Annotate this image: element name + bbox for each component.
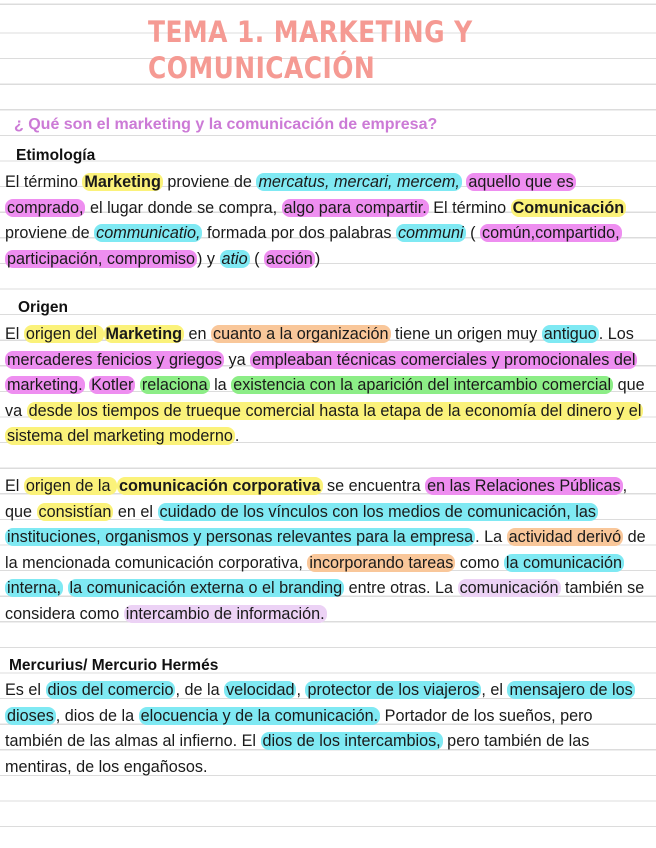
highlight-pink: empleaban técnicas comerciales y promocionales del marketing. [7, 350, 636, 395]
highlight-cyan: protector de los viajeros [307, 681, 480, 699]
text-run: proviene de [5, 224, 95, 243]
highlight-yellow: Comunicación [512, 198, 625, 217]
paragraph-origen-marketing [5, 322, 647, 450]
text-run: . La [475, 528, 507, 547]
highlight-yellow: origen de la [25, 477, 116, 495]
highlight-pink: común,compartido, participación, compromiso [7, 224, 620, 268]
text-run: entre otras. La [344, 579, 458, 598]
text-run: ) y [197, 249, 220, 268]
text-run: de la mencionada comunicación corporativa, [5, 528, 646, 572]
highlight-pink: mercaderes fenicios y griegos [7, 350, 223, 369]
text-run: proviene de [162, 173, 257, 191]
text-run: se encuentra [322, 477, 426, 495]
highlight-cyan: la comunicación externa o el branding [69, 579, 343, 598]
highlight-cyan: velocidad [226, 681, 295, 699]
highlight-cyan: cuidado de los vínculos con los medios de comunicación, las instituciones, organismos y personas relevantes para la empresa [7, 502, 596, 547]
highlight-orange: incorporando tareas [309, 553, 454, 572]
highlight-pink: algo para compartir. [283, 198, 427, 217]
highlight-orange: actividad derivó [508, 528, 622, 547]
text-run: formada por dos palabras [202, 224, 396, 243]
paragraph-etimologia [5, 170, 647, 272]
title-line-2: COMUNICACIÓN [148, 51, 376, 85]
highlight-yellow: comunicación corporativa [119, 477, 321, 495]
heading-etimologia: Etimología [16, 147, 96, 164]
highlight-pink: aquello que es comprado, [7, 173, 574, 217]
text-run: , dios de la [55, 706, 139, 725]
heading-mercurio: Mercurius/ Mercurio Hermés [9, 657, 219, 674]
text-run: la [209, 376, 232, 395]
highlight-cyan: atio [221, 249, 248, 268]
text-run: El término [428, 198, 511, 217]
text-run: El término [5, 173, 83, 191]
highlight-pink: en las Relaciones Públicas [427, 477, 621, 495]
highlight-cyan: dios de los intercambios, [262, 732, 441, 751]
text-run: El [5, 325, 24, 343]
highlight-yellow: Marketing [105, 325, 182, 343]
highlight-cyan: antiguo [543, 325, 597, 343]
text-run: ya [224, 350, 251, 369]
text-run: en el [113, 502, 158, 521]
paragraph-origen-comunicacion [5, 474, 647, 628]
highlight-pink: acción [266, 249, 313, 268]
text-run: , de la [175, 681, 225, 699]
text-run: ) [314, 249, 321, 268]
highlight-cyan: mensajero de los dioses [7, 681, 633, 725]
highlight-yellow: origen del [25, 325, 102, 343]
highlight-purple: comunicación [459, 579, 559, 598]
paragraph-mercurio [5, 678, 647, 780]
highlight-pink: Kotler [91, 376, 134, 395]
text-run: Es el [5, 681, 46, 699]
highlight-cyan: la comunicación interna, [7, 553, 622, 598]
highlight-cyan: elocuencia y de la comunicación. [140, 706, 379, 725]
highlight-cyan: dios del comercio [47, 681, 174, 699]
text-run: El [5, 477, 24, 495]
highlight-cyan: mercatus, mercari, mercem, [258, 173, 460, 191]
highlight-yellow: Marketing [84, 173, 161, 191]
text-run: , que [5, 477, 628, 521]
text-run: que va [5, 376, 645, 420]
highlight-cyan: communi [397, 224, 464, 243]
text-run: ( [249, 249, 265, 268]
text-run: , el [481, 681, 508, 699]
text-run: también se considera como [5, 579, 645, 623]
page-title [148, 14, 473, 86]
highlight-cyan: communicatio, [96, 224, 201, 243]
text-run: tiene un origen muy [390, 325, 542, 343]
highlight-green: relaciona [141, 376, 208, 395]
title-line-1: TEMA 1. MARKETING Y [148, 15, 473, 49]
highlight-orange: cuanto a la organización [213, 325, 389, 343]
text-run: el lugar donde se compra, [85, 198, 282, 217]
text-run: , [296, 681, 306, 699]
text-run: pero también de las mentiras, de los engañosos. [5, 732, 590, 776]
text-run [63, 579, 68, 597]
text-run: en [183, 325, 211, 343]
heading-origen: Origen [18, 299, 68, 316]
highlight-yellow: desde los tiempos de trueque comercial hasta la etapa de la economía del dinero y el sistema del marketing moderno [7, 401, 642, 446]
highlight-green: existencia con la aparición del intercambio comercial [233, 376, 612, 395]
highlight-purple: intercambio de información. [125, 604, 325, 623]
text-run: . [234, 427, 240, 446]
text-run: ( [465, 224, 480, 243]
text-run: . Los [598, 325, 634, 343]
text-run: como [455, 553, 504, 572]
text-run: Portador de los sueños, pero también de las almas al infierno. El [5, 706, 593, 751]
section-question: ¿ Qué son el marketing y la comunicación de empresa? [14, 116, 438, 133]
highlight-yellow: consistían [38, 502, 112, 521]
